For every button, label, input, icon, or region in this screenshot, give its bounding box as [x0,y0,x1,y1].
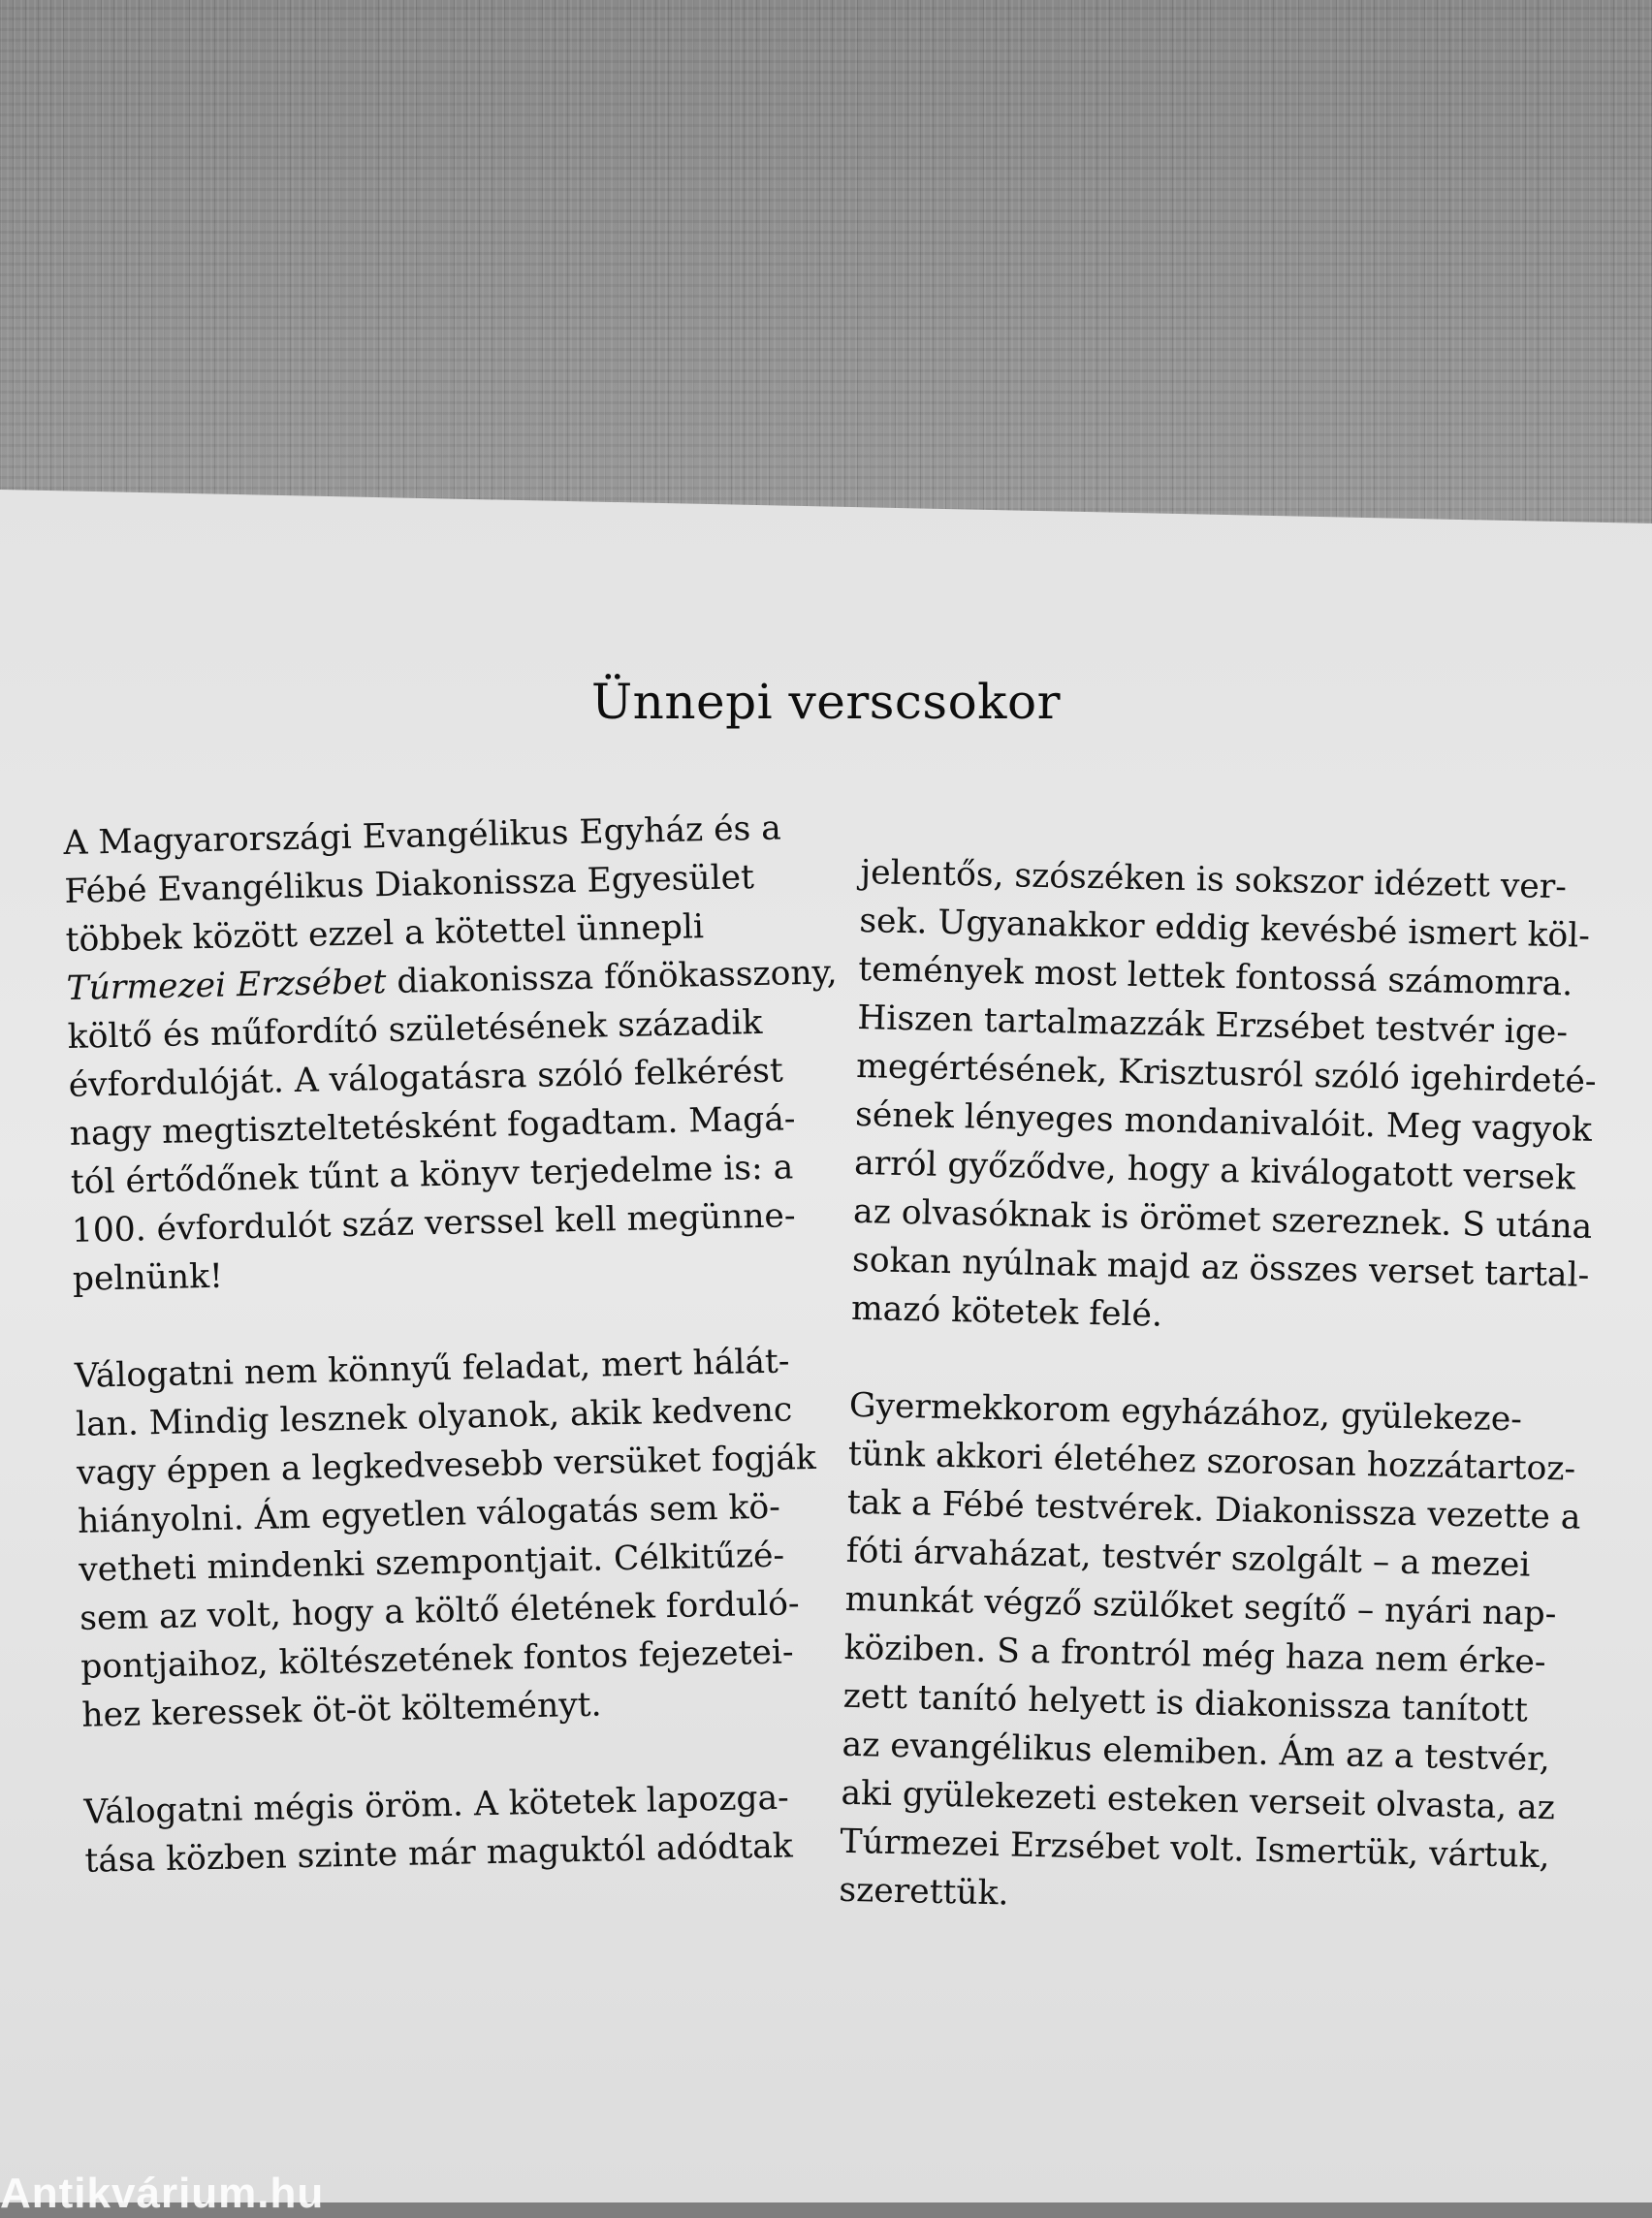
text-line: Túrmezei Erzsébet diakonissza főnökasszony, [66,953,838,1008]
text-line: sokan nyúlnak majd az összes verset tartal- [851,1240,1590,1295]
text-line: Túrmezei Erzsébet volt. Ismertük, vártuk, [840,1822,1551,1877]
text-line: sek. Ugyanakkor eddig kevésbé ismert köl- [859,901,1591,956]
page-title: Ünnepi verscsokor [591,674,1061,730]
text-line: Fébé Evangélikus Diakonissza Egyesület [64,858,755,911]
text-line: Válogatni nem könnyű feladat, mert hálát- [74,1342,790,1396]
text-line: vetheti mindenki szempontjait. Célkitűzé- [78,1536,785,1590]
text-line: arról győződve, hogy a kiválogatott versek [853,1143,1576,1198]
text-line: temények most lettek fontossá számomra. [857,949,1573,1004]
text-line: 100. évfordulót száz verssel kell megünne- [71,1196,796,1251]
text-line: Hiszen tartalmazzák Erzsébet testvér ige- [856,998,1569,1053]
text-line: nagy megtiszteltetésként fogadtam. Magá- [69,1099,796,1154]
watermark: Antikvárium.hu [0,2170,325,2217]
text-line: az olvasóknak is örömet szereznek. S utána [852,1191,1593,1247]
text-line: tása közben szinte már maguktól adódtak [84,1826,794,1881]
text-line: tak a Fébé testvérek. Diakonissza vezette a [846,1482,1581,1537]
text-line: Gyermekkorom egyházához, gyülekeze- [848,1385,1523,1440]
text-line: munkát végző szülőket segítő – nyári nap- [844,1579,1557,1634]
text-line: jelentős, szószéken is sokszor idézett ver- [860,852,1568,907]
text-line: szerettük. [839,1870,1009,1914]
text-line: lan. Mindig lesznek olyanok, akik kedvenc [75,1390,793,1444]
paragraph [839,1381,1581,1929]
text-line: hiányolni. Ám egyetlen válogatás sem kö- [77,1487,781,1541]
text-line: fóti árvaházat, testvér szolgált – a mezei [845,1531,1531,1585]
text-line: vagy éppen a legkedvesebb versüket fogják [76,1438,817,1493]
text-line: hez keressek öt-öt költeményt. [80,1685,602,1735]
background-texture [0,0,1652,543]
text-line: zett tanító helyett is diakonissza tanított [842,1676,1529,1730]
text-line: Válogatni mégis öröm. A kötetek lapozga- [83,1778,790,1832]
text-line: pontjaihoz, költészetének fontos fejezetei- [79,1632,794,1687]
text-line: mazó kötetek felé. [850,1288,1163,1335]
text-line: A Magyarországi Evangélikus Egyház és a [63,808,782,863]
italic-name: Túrmezei Erzsébet [66,963,387,1008]
paragraph [83,1774,794,1885]
left-column [63,805,838,1934]
text-line: sem az volt, hogy a költő életének forduló- [79,1584,800,1638]
right-column [838,848,1597,1978]
paragraph [850,848,1597,1347]
text-line: pelnünk! [72,1256,224,1299]
text-line: tól értődőnek tűnt a könyv terjedelme is: a [70,1148,794,1202]
text-line: költő és műfordító születésének századik [67,1002,763,1057]
text-line: aki gyülekezeti esteken verseit olvasta, az [841,1773,1556,1828]
paragraph [74,1338,817,1740]
text-line: tünk akkori életéhez szorosan hozzátartoz- [847,1434,1576,1489]
text-line: évfordulóját. A válogatásra szóló felkérést [68,1051,784,1105]
text-line: megértésének, Krisztusról szóló igehirdeté- [855,1046,1597,1101]
text-line: többek között ezzel a kötettel ünnepli [65,907,705,960]
text-line: az evangélikus elemiben. Ám az a testvér, [842,1725,1551,1780]
text-line: köziben. S a frontról még haza nem érke- [843,1628,1546,1682]
paragraph [63,805,838,1304]
text-line: sének lényeges mondanivalóit. Meg vagyok [854,1094,1593,1150]
